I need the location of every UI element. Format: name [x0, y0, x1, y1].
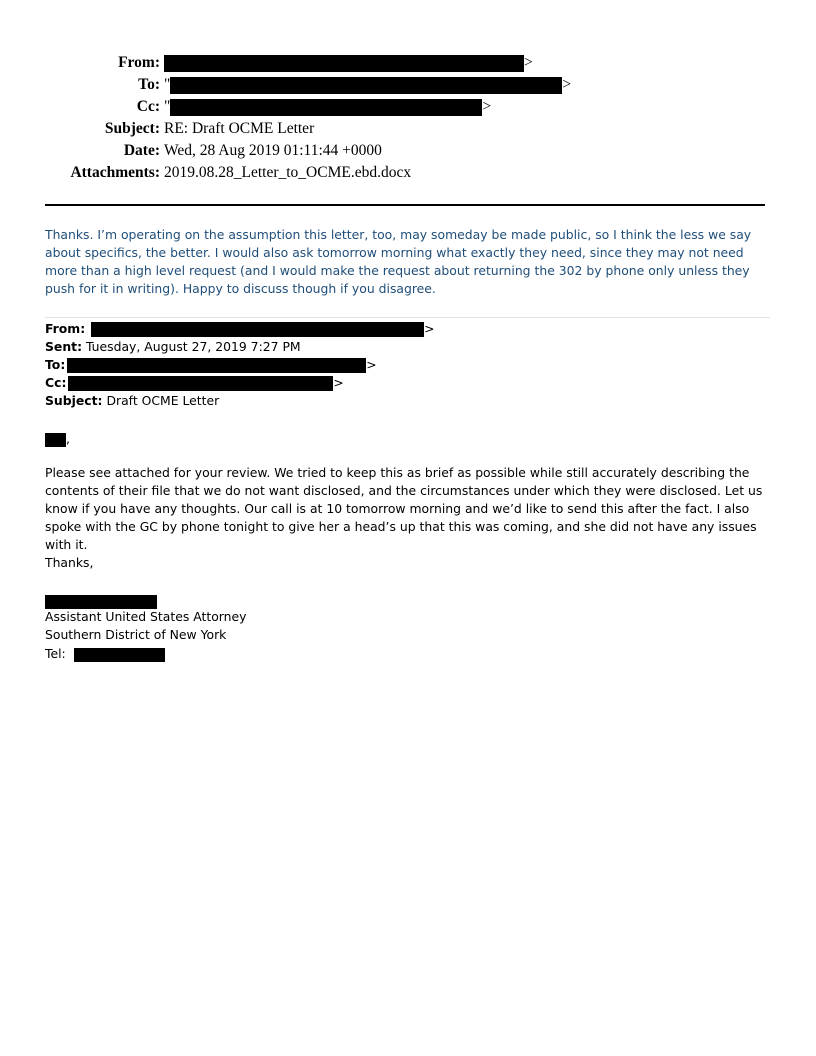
header-to-value — [164, 75, 571, 95]
header-to-suffix: > — [562, 76, 572, 94]
forwarded-cc-label: Cc: — [45, 375, 67, 390]
header-attachments-label: Attachments: — [70, 164, 160, 181]
quoted-divider — [45, 317, 770, 318]
signature-title: Assistant United States Attorney — [45, 609, 247, 624]
message-body — [45, 464, 773, 554]
header-from-row — [0, 53, 816, 75]
header-cc-value — [164, 97, 491, 117]
redaction-block — [68, 376, 333, 391]
header-cc-row — [0, 97, 816, 119]
greeting-suffix: , — [66, 431, 70, 446]
forwarded-from-row — [45, 320, 770, 338]
header-divider — [45, 204, 765, 206]
forwarded-cc-row — [45, 374, 770, 392]
header-to-label: To: — [138, 76, 160, 93]
forwarded-to-row — [45, 356, 770, 374]
forwarded-to-label: To: — [45, 357, 66, 372]
header-cc-prefix: " — [164, 98, 171, 116]
header-date-row — [0, 141, 816, 163]
closing — [45, 554, 773, 572]
redaction-block — [170, 99, 482, 116]
redaction-block — [91, 322, 424, 337]
header-subject-row — [0, 119, 816, 141]
header-date-value: Wed, 28 Aug 2019 01:11:44 +0000 — [164, 142, 382, 159]
forwarded-from-label: From: — [45, 321, 86, 336]
reply-body — [45, 226, 770, 298]
forwarded-from-suffix: > — [424, 321, 435, 336]
forwarded-sent-row — [45, 338, 770, 356]
header-from-value — [164, 53, 533, 73]
forwarded-subject-row — [45, 392, 770, 410]
forwarded-subject-value: Draft OCME Letter — [106, 393, 220, 408]
redaction-block — [45, 433, 66, 447]
forwarded-sent-label: Sent: — [45, 339, 83, 354]
redaction-block — [170, 77, 562, 94]
attachment-link[interactable]: 2019.08.28_Letter_to_OCME.ebd.docx — [164, 164, 412, 181]
forwarded-subject-label: Subject: — [45, 393, 103, 408]
header-subject-value: RE: Draft OCME Letter — [164, 120, 315, 137]
header-date-label: Date: — [123, 142, 160, 159]
header-to-prefix: " — [164, 76, 171, 94]
closing-text: Thanks, — [45, 555, 94, 570]
reply-paragraph: Thanks. I’m operating on the assumption this letter, too, may someday be made public, so I think the less we say about specifics, the better. I would also ask tomorrow morning what exactly they need, since they may not need more than a high level request (and I would make the request about returning the 302 by phone only unless they push for it in writing). Happy to discuss though if you disagree. — [45, 227, 752, 296]
redaction-block — [74, 648, 165, 662]
header-from-label: From: — [118, 54, 160, 71]
header-from-suffix: > — [524, 54, 533, 72]
forwarded-sent-value: Tuesday, August 27, 2019 7:27 PM — [85, 339, 301, 354]
header-to-row — [0, 75, 816, 97]
redaction-block — [164, 55, 524, 72]
tel-label: Tel: — [45, 646, 66, 661]
message-paragraph: Please see attached for your review. We tried to keep this as brief as possible while still accurately describing the contents of their file that we do not want disclosed, and the circumstances under which they were disclosed. Let us know if you have any thoughts. Our call is at 10 tomorrow morning and we’d like to send this after the fact. I also spoke with the GC by phone tonight to give her a head’s up that this was coming, and she did not have any issues with it. — [45, 465, 763, 552]
signature-office: Southern District of New York — [45, 627, 227, 642]
redaction-block — [67, 358, 366, 373]
header-attachments-row — [0, 163, 816, 185]
forwarded-cc-suffix: > — [333, 375, 344, 390]
header-cc-label: Cc: — [136, 98, 160, 115]
signature-tel — [45, 645, 773, 663]
greeting — [45, 430, 773, 448]
header-subject-label: Subject: — [104, 120, 160, 137]
redaction-block — [45, 595, 157, 609]
forwarded-to-suffix: > — [366, 357, 377, 372]
header-cc-suffix: > — [482, 98, 492, 116]
